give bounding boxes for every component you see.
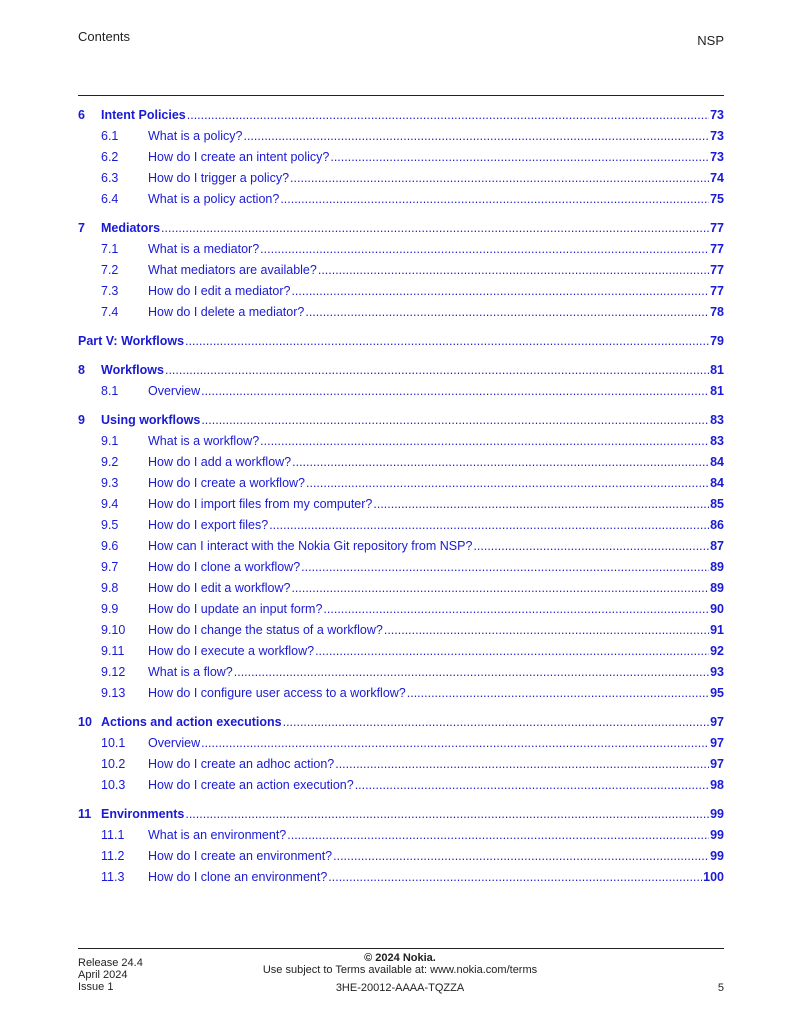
toc-entry-title[interactable]: Workflows [101,363,164,377]
toc-entry-page[interactable]: 75 [710,192,724,206]
toc-entry-title[interactable]: What is a mediator? [148,242,260,256]
toc-leader-dots [287,825,709,846]
toc-entry-title[interactable]: Mediators [101,221,161,235]
toc-entry-title[interactable]: How do I execute a workflow? [148,644,315,658]
toc-entry-page[interactable]: 89 [710,581,724,595]
toc-leader-dots [323,599,709,620]
footer-date: April 2024 [78,969,128,981]
toc-entry-number: 9.7 [101,560,119,574]
toc-entry-title[interactable]: Part V: Workflows [78,334,185,348]
footer-divider [78,948,724,949]
footer-page-number: 5 [717,982,724,994]
toc-entry-page[interactable]: 97 [710,715,724,729]
toc-entry-section[interactable] [78,473,724,494]
toc-entry-number: 7.2 [101,263,119,277]
toc-leader-dots [290,168,709,189]
toc-entry-number: 8.1 [101,384,119,398]
toc-entry-page[interactable]: 74 [710,171,724,185]
toc-leader-dots [283,712,710,733]
toc-entry-section[interactable] [78,147,724,168]
header-product-name: NSP [697,33,724,48]
toc-entry-title[interactable]: How do I add a workflow? [148,455,292,469]
toc-entry-page[interactable]: 83 [710,413,724,427]
toc-entry-title[interactable]: How can I interact with the Nokia Git repository from NSP? [148,539,473,553]
toc-leader-dots [355,775,709,796]
toc-leader-dots [315,641,709,662]
toc-leader-dots [292,452,709,473]
toc-entry-chapter[interactable] [78,105,724,126]
toc-entry-page[interactable]: 99 [710,849,724,863]
toc-entry-title[interactable]: How do I edit a mediator? [148,284,291,298]
toc-entry-page[interactable]: 73 [710,129,724,143]
toc-entry-section[interactable] [78,662,724,683]
toc-entry-number: 8 [78,363,85,377]
toc-entry-number: 9.9 [101,602,119,616]
toc-entry-title[interactable]: How do I delete a mediator? [148,305,305,319]
toc-entry-title[interactable]: How do I update an input form? [148,602,323,616]
toc-entry-page[interactable]: 83 [710,434,724,448]
toc-entry-page[interactable]: 85 [710,497,724,511]
toc-leader-dots [260,239,709,260]
toc-leader-dots [185,331,709,352]
toc-entry-number: 9.2 [101,455,119,469]
toc-entry-section[interactable] [78,431,724,452]
toc-entry-section[interactable] [78,641,724,662]
toc-entry-number: 6.3 [101,171,119,185]
toc-leader-dots [269,515,709,536]
toc-entry-number: 10.3 [101,778,126,792]
toc-entry-section[interactable] [78,126,724,147]
toc-entry-number: 10 [78,715,92,729]
toc-entry-number: 9.6 [101,539,119,553]
toc-entry-title[interactable]: Using workflows [101,413,201,427]
toc-entry-section[interactable] [78,557,724,578]
toc-entry-title[interactable]: What is a flow? [148,665,233,679]
toc-entry-number: 11 [78,807,92,821]
toc-entry-title[interactable]: How do I create an intent policy? [148,150,330,164]
table-of-contents [78,105,724,888]
toc-entry-page[interactable]: 79 [710,334,724,348]
toc-leader-dots [260,431,709,452]
toc-entry-section[interactable] [78,168,724,189]
toc-entry-chapter[interactable] [78,360,724,381]
toc-leader-dots [373,494,709,515]
toc-leader-dots [291,281,709,302]
toc-leader-dots [333,846,709,867]
footer-issue: Issue 1 [78,981,114,993]
toc-leader-dots [330,147,709,168]
toc-entry-section[interactable] [78,775,724,796]
toc-entry-section[interactable] [78,754,724,775]
toc-leader-dots [234,662,709,683]
toc-entry-page[interactable]: 95 [710,686,724,700]
toc-entry-section[interactable] [78,260,724,281]
toc-entry-page[interactable]: 81 [710,384,724,398]
toc-entry-number: 7.3 [101,284,119,298]
toc-leader-dots [243,126,709,147]
toc-entry-page[interactable]: 100 [703,870,724,884]
toc-entry-title[interactable]: Overview [148,384,201,398]
footer-release-info [78,957,143,993]
toc-entry-number: 10.2 [101,757,126,771]
footer-release: Release 24.4 [78,957,143,969]
toc-entry-section[interactable] [78,683,724,704]
toc-entry-section[interactable] [78,281,724,302]
toc-entry-number: 9 [78,413,85,427]
toc-entry-page[interactable]: 77 [710,221,724,235]
toc-leader-dots [165,360,709,381]
toc-entry-chapter[interactable] [78,804,724,825]
toc-entry-page[interactable]: 73 [710,150,724,164]
toc-leader-dots [187,105,709,126]
footer-document-id: 3HE-20012-AAAA-TQZZA [335,982,465,994]
toc-leader-dots [301,557,709,578]
toc-leader-dots [328,867,702,888]
toc-leader-dots [185,804,709,825]
toc-leader-dots [201,733,709,754]
toc-entry-section[interactable] [78,733,724,754]
toc-entry-title[interactable]: How do I edit a workflow? [148,581,291,595]
toc-entry-page[interactable]: 84 [710,455,724,469]
toc-entry-page[interactable]: 91 [710,623,724,637]
toc-entry-section[interactable] [78,515,724,536]
toc-entry-section[interactable] [78,620,724,641]
toc-entry-title[interactable]: What is a workflow? [148,434,260,448]
toc-entry-number: 7.1 [101,242,119,256]
toc-entry-section[interactable] [78,494,724,515]
toc-entry-number: 9.8 [101,581,119,595]
toc-entry-number: 11.1 [101,828,125,842]
toc-entry-number: 7.4 [101,305,119,319]
toc-entry-page[interactable]: 89 [710,560,724,574]
toc-entry-number: 9.1 [101,434,119,448]
toc-leader-dots [280,189,709,210]
toc-entry-number: 9.10 [101,623,126,637]
toc-entry-number: 7 [78,221,85,235]
toc-entry-number: 11.3 [101,870,125,884]
toc-entry-title[interactable]: How do I create a workflow? [148,476,306,490]
toc-leader-dots [161,218,709,239]
header-section-title: Contents [78,29,131,44]
toc-entry-number: 6.1 [101,129,119,143]
toc-entry-title[interactable]: How do I create an adhoc action? [148,757,335,771]
toc-entry-title[interactable]: How do I trigger a policy? [148,171,290,185]
toc-entry-section[interactable] [78,189,724,210]
toc-entry-section[interactable] [78,599,724,620]
toc-entry-page[interactable]: 99 [710,828,724,842]
toc-entry-title[interactable]: What mediators are available? [148,263,317,277]
toc-entry-page[interactable]: 86 [710,518,724,532]
toc-leader-dots [384,620,709,641]
toc-entry-title[interactable]: How do I change the status of a workflow? [148,623,383,637]
toc-leader-dots [407,683,709,704]
toc-entry-page[interactable]: 84 [710,476,724,490]
toc-entry-page[interactable]: 92 [710,644,724,658]
toc-entry-title[interactable]: How do I export files? [148,518,269,532]
toc-entry-number: 9.11 [101,644,125,658]
toc-entry-number: 11.2 [101,849,125,863]
toc-leader-dots [306,473,709,494]
toc-entry-title[interactable]: What is a policy action? [148,192,280,206]
toc-entry-section[interactable] [78,239,724,260]
toc-entry-number: 9.13 [101,686,126,700]
toc-entry-part[interactable] [78,331,724,352]
toc-entry-section[interactable] [78,578,724,599]
toc-entry-number: 9.5 [101,518,119,532]
toc-leader-dots [291,578,709,599]
toc-entry-chapter[interactable] [78,410,724,431]
toc-leader-dots [201,410,709,431]
toc-entry-number: 6.2 [101,150,119,164]
toc-entry-page[interactable]: 81 [710,363,724,377]
toc-entry-page[interactable]: 97 [710,757,724,771]
toc-entry-number: 6.4 [101,192,119,206]
toc-entry-number: 9.12 [101,665,126,679]
toc-entry-page[interactable]: 77 [710,284,724,298]
toc-entry-page[interactable]: 98 [710,778,724,792]
toc-leader-dots [318,260,709,281]
toc-entry-number: 10.1 [101,736,126,750]
toc-entry-section[interactable] [78,825,724,846]
toc-entry-page[interactable]: 78 [710,305,724,319]
header-divider [78,95,724,96]
toc-leader-dots [305,302,709,323]
toc-entry-page[interactable]: 97 [710,736,724,750]
toc-entry-title[interactable]: What is a policy? [148,129,243,143]
toc-entry-title[interactable]: How do I create an action execution? [148,778,354,792]
toc-entry-page[interactable]: 90 [710,602,724,616]
toc-entry-page[interactable]: 77 [710,242,724,256]
toc-entry-title[interactable]: Actions and action executions [101,715,282,729]
toc-entry-page[interactable]: 73 [710,108,724,122]
toc-entry-title[interactable]: How do I import files from my computer? [148,497,373,511]
footer-legal [200,952,600,976]
toc-entry-page[interactable]: 77 [710,263,724,277]
toc-entry-section[interactable] [78,302,724,323]
toc-entry-title[interactable]: How do I clone an environment? [148,870,328,884]
toc-leader-dots [201,381,709,402]
toc-entry-title[interactable]: Intent Policies [101,108,186,122]
toc-entry-section[interactable] [78,452,724,473]
toc-entry-section[interactable] [78,381,724,402]
toc-entry-title[interactable]: How do I configure user access to a workflow? [148,686,406,700]
toc-entry-page[interactable]: 93 [710,665,724,679]
toc-entry-chapter[interactable] [78,712,724,733]
toc-entry-page[interactable]: 87 [710,539,724,553]
toc-entry-section[interactable] [78,846,724,867]
toc-entry-title[interactable]: How do I clone a workflow? [148,560,301,574]
toc-entry-section[interactable] [78,536,724,557]
toc-entry-title[interactable]: How do I create an environment? [148,849,333,863]
toc-entry-page[interactable]: 99 [710,807,724,821]
footer-copyright: © 2024 Nokia. [364,952,436,964]
toc-leader-dots [335,754,709,775]
toc-entry-title[interactable]: What is an environment? [148,828,287,842]
toc-entry-chapter[interactable] [78,218,724,239]
toc-entry-number: 6 [78,108,85,122]
toc-entry-title[interactable]: Environments [101,807,185,821]
toc-entry-number: 9.4 [101,497,119,511]
toc-entry-section[interactable] [78,867,724,888]
footer-terms: Use subject to Terms available at: www.nokia.com/terms [262,964,538,976]
toc-leader-dots [473,536,709,557]
toc-entry-title[interactable]: Overview [148,736,201,750]
toc-entry-number: 9.3 [101,476,119,490]
